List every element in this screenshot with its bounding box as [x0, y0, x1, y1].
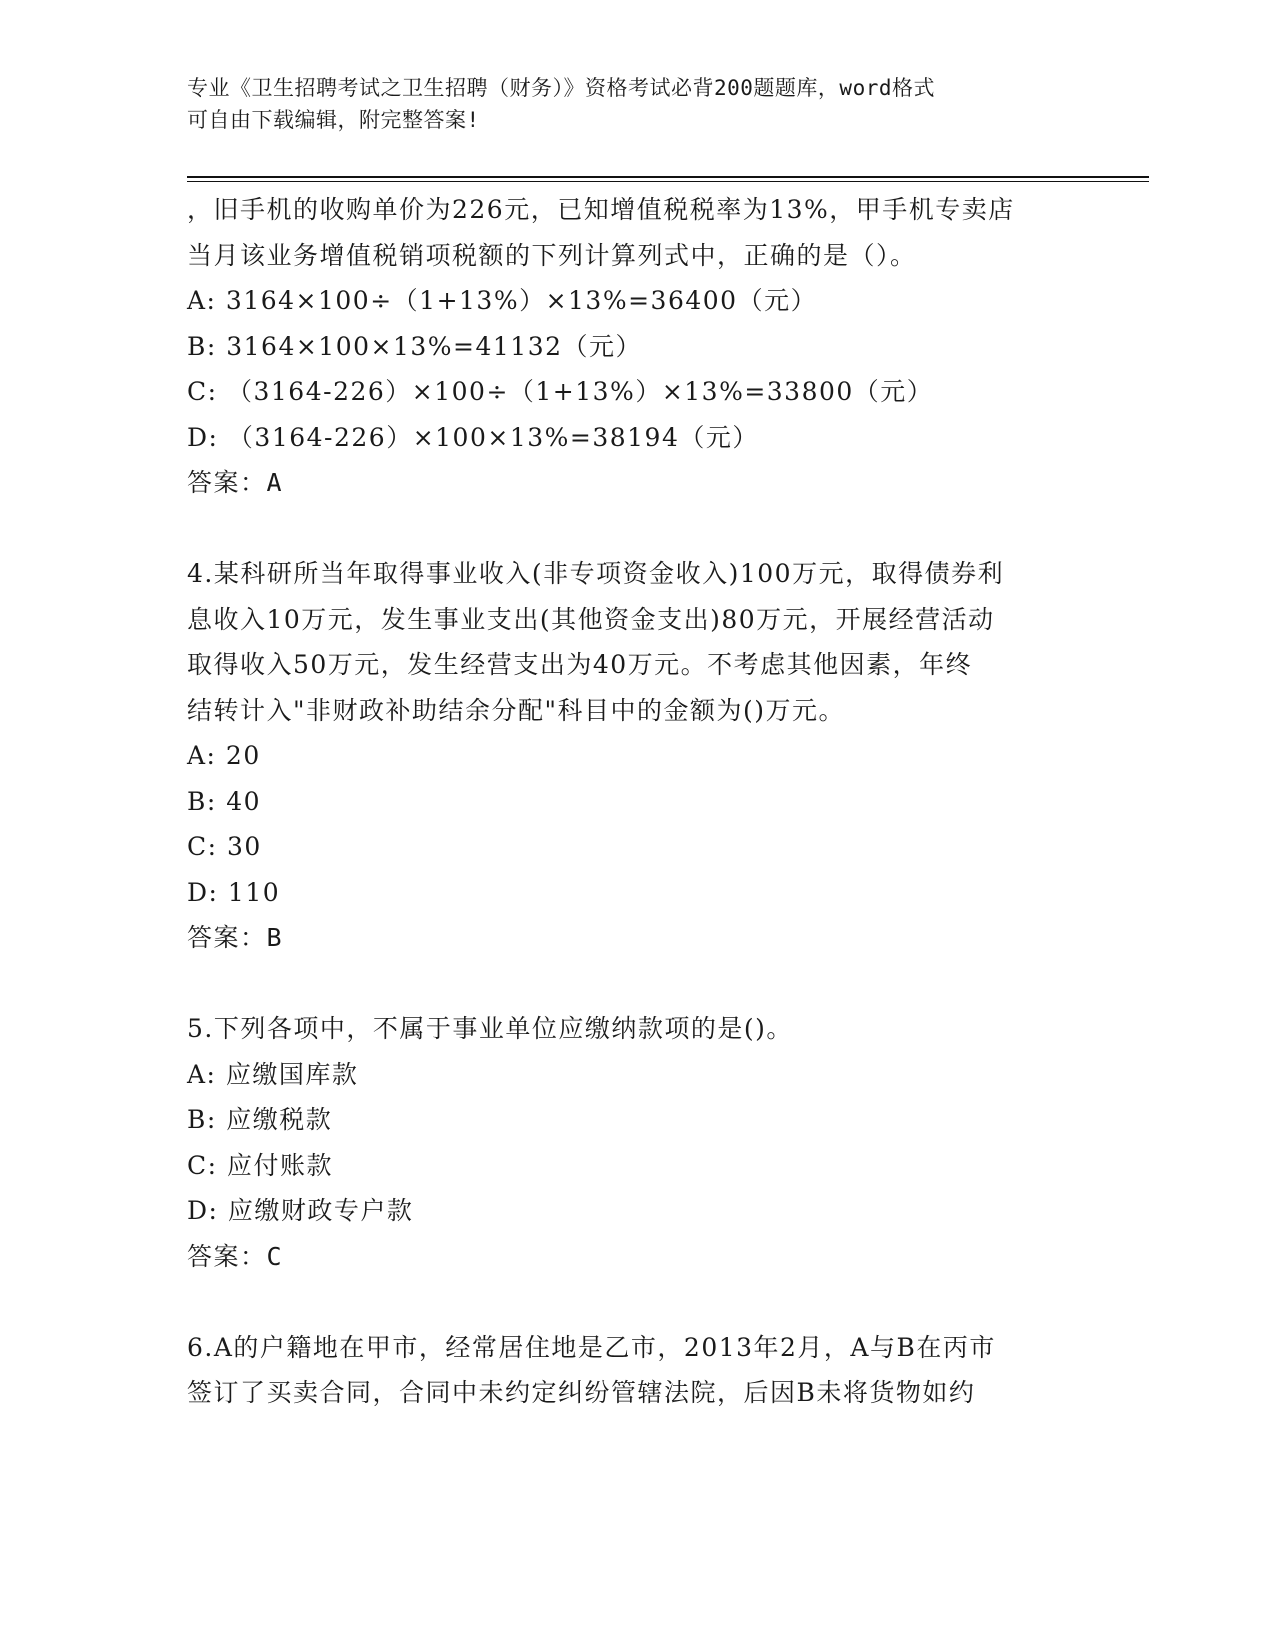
answer-line: 答案：C: [187, 1241, 284, 1271]
header-title-line-1: 专业《卫生招聘考试之卫生招聘（财务）》资格考试必背200题题库，word格式: [187, 76, 935, 100]
option-b: B: 40: [187, 786, 262, 816]
spacer: [187, 506, 1107, 552]
question-stem-line: 4.某科研所当年取得事业收入(非专项资金收入)100万元，取得债券利: [187, 559, 1005, 588]
answer-line: 答案：A: [187, 468, 284, 497]
question-stem-line: ，旧手机的收购单价为226元，已知增值税税率为13%，甲手机专卖店: [187, 195, 1015, 224]
question-6: [187, 1325, 1107, 1416]
header-divider-thin: [187, 181, 1149, 182]
option-a: A: 3164×100÷（1+13%）×13%=36400（元）: [187, 286, 818, 315]
option-b: B: 3164×100×13%=41132（元）: [187, 331, 643, 361]
option-c: C: 应付账款: [187, 1150, 333, 1180]
question-5: [187, 1006, 1107, 1279]
header-title-line-2: 可自由下载编辑，附完整答案!: [187, 108, 480, 132]
header-divider-thick: [187, 176, 1149, 178]
question-stem-line: 取得收入50万元，发生经营支出为40万元。不考虑其他因素，年终: [187, 650, 973, 679]
question-stem-line: 结转计入"非财政补助结余分配"科目中的金额为()万元。: [187, 695, 846, 725]
question-stem-line: 6.A的户籍地在甲市，经常居住地是乙市，2013年2月，A与B在丙市: [187, 1332, 996, 1362]
option-a: A: 20: [187, 741, 261, 770]
document-header: [187, 72, 1087, 136]
option-c: C: 30: [187, 832, 262, 861]
question-list: [187, 187, 1107, 1416]
spacer: [187, 1279, 1107, 1325]
question-4: [187, 551, 1107, 961]
option-d: D: 110: [187, 877, 281, 907]
question-stem-line: 签订了买卖合同，合同中未约定纠纷管辖法院，后因B未将货物如约: [187, 1378, 976, 1407]
question-stem-line: 息收入10万元，发生事业支出(其他资金支出)80万元，开展经营活动: [187, 604, 995, 634]
answer-line: 答案：B: [187, 923, 284, 952]
option-c: C: （3164-226）×100÷（1+13%）×13%=33800（元）: [187, 377, 934, 406]
option-d: D: （3164-226）×100×13%=38194（元）: [187, 422, 759, 452]
spacer: [187, 961, 1107, 1007]
question-stem-line: 当月该业务增值税销项税额的下列计算列式中，正确的是（）。: [187, 240, 917, 270]
option-b: B: 应缴税款: [187, 1105, 333, 1134]
question-3: [187, 187, 1107, 506]
question-stem-line: 5.下列各项中，不属于事业单位应缴纳款项的是()。: [187, 1014, 793, 1043]
option-d: D: 应缴财政专户款: [187, 1196, 414, 1225]
option-a: A: 应缴国库款: [187, 1059, 359, 1089]
